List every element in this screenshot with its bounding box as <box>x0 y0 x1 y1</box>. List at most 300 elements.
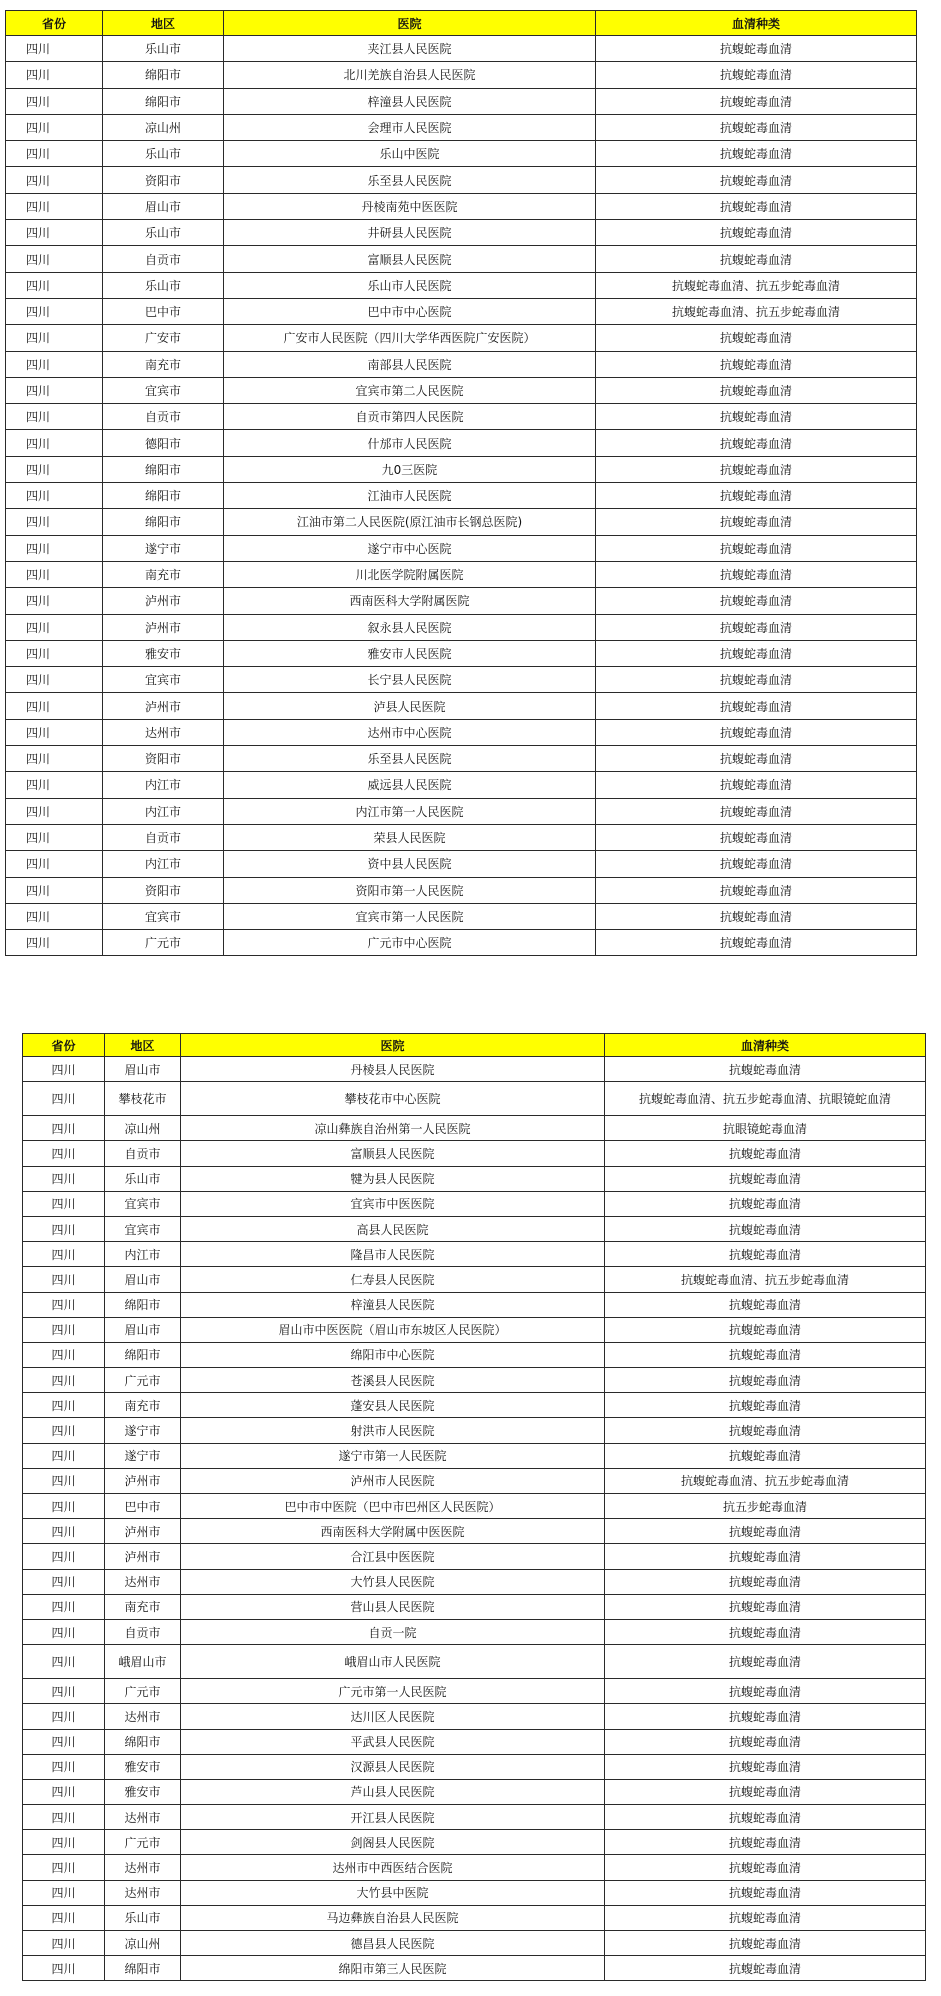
table-row <box>23 1905 926 1930</box>
region-cell: 宜宾市 <box>105 1216 181 1241</box>
hospital-cell: 大竹县人民医院 <box>181 1569 605 1594</box>
region-cell: 自贡市 <box>103 824 224 850</box>
serum-cell: 抗蝮蛇毒血清 <box>605 1317 926 1342</box>
region-cell: 攀枝花市 <box>105 1082 181 1116</box>
table-row <box>23 1544 926 1569</box>
hospital-cell: 宜宾市第一人民医院 <box>224 903 596 929</box>
serum-cell: 抗蝮蛇毒血清 <box>596 877 917 903</box>
region-cell: 雅安市 <box>105 1754 181 1779</box>
hospital-cell: 荣县人民医院 <box>224 824 596 850</box>
province-cell: 四川 <box>23 1519 105 1544</box>
province-cell: 四川 <box>23 1468 105 1493</box>
region-cell: 宜宾市 <box>103 667 224 693</box>
table-row <box>6 141 917 167</box>
serum-cell: 抗蝮蛇毒血清 <box>596 141 917 167</box>
hospital-cell: 丹棱县人民医院 <box>181 1057 605 1082</box>
province-cell: 四川 <box>6 62 103 88</box>
hospital-cell: 开江县人民医院 <box>181 1805 605 1830</box>
hospital-cell: 乐至县人民医院 <box>224 167 596 193</box>
header-row <box>6 11 917 36</box>
header-hospital: 医院 <box>224 11 596 36</box>
province-cell: 四川 <box>6 851 103 877</box>
table-row <box>6 298 917 324</box>
serum-cell: 抗蝮蛇毒血清 <box>596 772 917 798</box>
table-row <box>6 719 917 745</box>
hospital-cell: 北川羌族自治县人民医院 <box>224 62 596 88</box>
table-row <box>23 1191 926 1216</box>
region-cell: 达州市 <box>105 1805 181 1830</box>
hospital-cell: 乐至县人民医院 <box>224 746 596 772</box>
region-cell: 内江市 <box>103 798 224 824</box>
table-row <box>23 1418 926 1443</box>
province-cell: 四川 <box>6 272 103 298</box>
province-cell: 四川 <box>23 1494 105 1519</box>
table-row <box>23 1141 926 1166</box>
province-cell: 四川 <box>23 1141 105 1166</box>
table-row <box>6 667 917 693</box>
table-row <box>6 430 917 456</box>
region-cell: 绵阳市 <box>105 1956 181 1981</box>
serum-cell: 抗蝮蛇毒血清 <box>605 1519 926 1544</box>
hospital-table-2 <box>22 1033 926 1981</box>
table-row <box>23 1082 926 1116</box>
province-cell: 四川 <box>6 220 103 246</box>
table-row <box>6 588 917 614</box>
region-cell: 雅安市 <box>105 1779 181 1804</box>
region-cell: 南充市 <box>105 1594 181 1619</box>
province-cell: 四川 <box>23 1116 105 1141</box>
province-cell: 四川 <box>6 588 103 614</box>
region-cell: 内江市 <box>103 772 224 798</box>
serum-cell: 抗蝮蛇毒血清、抗五步蛇毒血清 <box>605 1267 926 1292</box>
hospital-cell: 梓潼县人民医院 <box>224 88 596 114</box>
serum-cell: 抗蝮蛇毒血清 <box>605 1443 926 1468</box>
table-row <box>23 1342 926 1367</box>
hospital-cell: 宜宾市第二人民医院 <box>224 377 596 403</box>
hospital-cell: 德昌县人民医院 <box>181 1931 605 1956</box>
region-cell: 广元市 <box>105 1830 181 1855</box>
hospital-cell: 巴中市中心医院 <box>224 298 596 324</box>
hospital-cell: 长宁县人民医院 <box>224 667 596 693</box>
table-row <box>23 1956 926 1981</box>
province-cell: 四川 <box>23 1292 105 1317</box>
hospital-cell: 达州市中心医院 <box>224 719 596 745</box>
hospital-cell: 威远县人民医院 <box>224 772 596 798</box>
hospital-cell: 射洪市人民医院 <box>181 1418 605 1443</box>
hospital-cell: 营山县人民医院 <box>181 1594 605 1619</box>
serum-cell: 抗蝮蛇毒血清 <box>596 483 917 509</box>
hospital-cell: 达州市中西医结合医院 <box>181 1855 605 1880</box>
province-cell: 四川 <box>6 325 103 351</box>
province-cell: 四川 <box>6 167 103 193</box>
hospital-cell: 绵阳市中心医院 <box>181 1342 605 1367</box>
table-row <box>23 1368 926 1393</box>
serum-cell: 抗蝮蛇毒血清 <box>605 1830 926 1855</box>
province-cell: 四川 <box>23 1805 105 1830</box>
region-cell: 广元市 <box>105 1368 181 1393</box>
table-row <box>23 1519 926 1544</box>
hospital-cell: 高县人民医院 <box>181 1216 605 1241</box>
hospital-cell: 西南医科大学附属中医医院 <box>181 1519 605 1544</box>
serum-cell: 抗眼镜蛇毒血清 <box>605 1116 926 1141</box>
serum-cell: 抗蝮蛇毒血清 <box>605 1418 926 1443</box>
region-cell: 乐山市 <box>103 141 224 167</box>
province-cell: 四川 <box>23 1242 105 1267</box>
province-cell: 四川 <box>6 377 103 403</box>
region-cell: 遂宁市 <box>105 1418 181 1443</box>
hospital-cell: 川北医学院附属医院 <box>224 561 596 587</box>
region-cell: 泸州市 <box>103 588 224 614</box>
province-cell: 四川 <box>23 1880 105 1905</box>
serum-cell: 抗蝮蛇毒血清 <box>596 456 917 482</box>
serum-cell: 抗蝮蛇毒血清 <box>605 1368 926 1393</box>
province-cell: 四川 <box>23 1216 105 1241</box>
region-cell: 绵阳市 <box>103 88 224 114</box>
region-cell: 内江市 <box>103 851 224 877</box>
province-cell: 四川 <box>23 1645 105 1679</box>
serum-cell: 抗蝮蛇毒血清 <box>596 509 917 535</box>
serum-cell: 抗蝮蛇毒血清 <box>596 824 917 850</box>
hospital-cell: 峨眉山市人民医院 <box>181 1645 605 1679</box>
region-cell: 广元市 <box>103 930 224 956</box>
region-cell: 达州市 <box>105 1569 181 1594</box>
region-cell: 凉山州 <box>105 1931 181 1956</box>
hospital-cell: 夹江县人民医院 <box>224 36 596 62</box>
table-row <box>23 1754 926 1779</box>
hospital-cell: 会理市人民医院 <box>224 114 596 140</box>
table-row <box>6 62 917 88</box>
serum-cell: 抗蝮蛇毒血清 <box>605 1679 926 1704</box>
region-cell: 绵阳市 <box>105 1292 181 1317</box>
province-cell: 四川 <box>23 1191 105 1216</box>
header-serum: 血清种类 <box>596 11 917 36</box>
serum-cell: 抗蝮蛇毒血清 <box>596 404 917 430</box>
region-cell: 自贡市 <box>105 1141 181 1166</box>
hospital-cell: 眉山市中医医院（眉山市东坡区人民医院） <box>181 1317 605 1342</box>
region-cell: 资阳市 <box>103 167 224 193</box>
table-row <box>23 1569 926 1594</box>
table-row <box>23 1880 926 1905</box>
region-cell: 资阳市 <box>103 877 224 903</box>
table-row <box>23 1830 926 1855</box>
region-cell: 达州市 <box>105 1855 181 1880</box>
serum-cell: 抗蝮蛇毒血清、抗五步蛇毒血清 <box>596 298 917 324</box>
serum-cell: 抗蝮蛇毒血清 <box>605 1544 926 1569</box>
region-cell: 自贡市 <box>103 404 224 430</box>
hospital-cell: 丹棱南苑中医医院 <box>224 193 596 219</box>
table-row <box>6 167 917 193</box>
table-row <box>6 88 917 114</box>
province-cell: 四川 <box>6 246 103 272</box>
province-cell: 四川 <box>23 1956 105 1981</box>
table-row <box>6 325 917 351</box>
serum-cell: 抗蝮蛇毒血清 <box>605 1956 926 1981</box>
table-row <box>6 351 917 377</box>
hospital-cell: 隆昌市人民医院 <box>181 1242 605 1267</box>
table-row <box>6 483 917 509</box>
region-cell: 眉山市 <box>103 193 224 219</box>
serum-cell: 抗蝮蛇毒血清 <box>605 1729 926 1754</box>
hospital-cell: 九0三医院 <box>224 456 596 482</box>
hospital-cell: 雅安市人民医院 <box>224 640 596 666</box>
table-row <box>6 377 917 403</box>
serum-cell: 抗蝮蛇毒血清 <box>605 1880 926 1905</box>
hospital-cell: 西南医科大学附属医院 <box>224 588 596 614</box>
region-cell: 达州市 <box>103 719 224 745</box>
province-cell: 四川 <box>6 483 103 509</box>
serum-cell: 抗蝮蛇毒血清 <box>605 1057 926 1082</box>
table-row <box>23 1468 926 1493</box>
hospital-cell: 遂宁市第一人民医院 <box>181 1443 605 1468</box>
region-cell: 乐山市 <box>103 220 224 246</box>
region-cell: 凉山州 <box>105 1116 181 1141</box>
region-cell: 广元市 <box>105 1679 181 1704</box>
serum-cell: 抗蝮蛇毒血清 <box>605 1292 926 1317</box>
province-cell: 四川 <box>6 877 103 903</box>
hospital-cell: 乐山中医院 <box>224 141 596 167</box>
serum-cell: 抗蝮蛇毒血清 <box>605 1855 926 1880</box>
region-cell: 遂宁市 <box>105 1443 181 1468</box>
serum-cell: 抗蝮蛇毒血清 <box>596 430 917 456</box>
table-row <box>6 640 917 666</box>
region-cell: 达州市 <box>105 1880 181 1905</box>
header-serum: 血清种类 <box>605 1034 926 1057</box>
serum-cell: 抗蝮蛇毒血清 <box>605 1393 926 1418</box>
province-cell: 四川 <box>6 824 103 850</box>
province-cell: 四川 <box>6 772 103 798</box>
province-cell: 四川 <box>6 456 103 482</box>
hospital-cell: 叙永县人民医院 <box>224 614 596 640</box>
hospital-cell: 南部县人民医院 <box>224 351 596 377</box>
region-cell: 自贡市 <box>103 246 224 272</box>
table-row <box>6 456 917 482</box>
region-cell: 内江市 <box>105 1242 181 1267</box>
region-cell: 乐山市 <box>103 36 224 62</box>
table-row <box>6 903 917 929</box>
hospital-cell: 江油市第二人民医院(原江油市长钢总医院) <box>224 509 596 535</box>
region-cell: 自贡市 <box>105 1619 181 1644</box>
table-row <box>6 246 917 272</box>
province-cell: 四川 <box>6 509 103 535</box>
region-cell: 广安市 <box>103 325 224 351</box>
hospital-cell: 蓬安县人民医院 <box>181 1393 605 1418</box>
region-cell: 南充市 <box>105 1393 181 1418</box>
hospital-cell: 乐山市人民医院 <box>224 272 596 298</box>
region-cell: 眉山市 <box>105 1317 181 1342</box>
serum-cell: 抗蝮蛇毒血清 <box>605 1704 926 1729</box>
hospital-cell: 苍溪县人民医院 <box>181 1368 605 1393</box>
region-cell: 绵阳市 <box>103 483 224 509</box>
table-row <box>23 1393 926 1418</box>
table-row <box>6 220 917 246</box>
province-cell: 四川 <box>23 1166 105 1191</box>
region-cell: 乐山市 <box>103 272 224 298</box>
province-cell: 四川 <box>6 535 103 561</box>
hospital-cell: 内江市第一人民医院 <box>224 798 596 824</box>
serum-cell: 抗蝮蛇毒血清、抗五步蛇毒血清、抗眼镜蛇血清 <box>605 1082 926 1116</box>
serum-cell: 抗蝮蛇毒血清 <box>596 246 917 272</box>
serum-cell: 抗蝮蛇毒血清 <box>605 1191 926 1216</box>
region-cell: 巴中市 <box>105 1494 181 1519</box>
table-row <box>6 930 917 956</box>
province-cell: 四川 <box>6 430 103 456</box>
hospital-cell: 绵阳市第三人民医院 <box>181 1956 605 1981</box>
hospital-cell: 仁寿县人民医院 <box>181 1267 605 1292</box>
serum-cell: 抗蝮蛇毒血清 <box>605 1805 926 1830</box>
province-cell: 四川 <box>23 1342 105 1367</box>
region-cell: 眉山市 <box>105 1057 181 1082</box>
province-cell: 四川 <box>6 640 103 666</box>
table-row <box>23 1443 926 1468</box>
province-cell: 四川 <box>23 1931 105 1956</box>
province-cell: 四川 <box>6 746 103 772</box>
province-cell: 四川 <box>23 1544 105 1569</box>
hospital-cell: 富顺县人民医院 <box>181 1141 605 1166</box>
hospital-cell: 江油市人民医院 <box>224 483 596 509</box>
region-cell: 巴中市 <box>103 298 224 324</box>
hospital-cell: 富顺县人民医院 <box>224 246 596 272</box>
serum-cell: 抗蝮蛇毒血清 <box>605 1242 926 1267</box>
serum-cell: 抗蝮蛇毒血清 <box>596 193 917 219</box>
province-cell: 四川 <box>23 1267 105 1292</box>
province-cell: 四川 <box>6 667 103 693</box>
province-cell: 四川 <box>6 798 103 824</box>
table-row <box>23 1855 926 1880</box>
hospital-cell: 广元市中心医院 <box>224 930 596 956</box>
province-cell: 四川 <box>6 561 103 587</box>
table-row <box>23 1645 926 1679</box>
hospital-cell: 芦山县人民医院 <box>181 1779 605 1804</box>
province-cell: 四川 <box>6 141 103 167</box>
province-cell: 四川 <box>23 1443 105 1468</box>
region-cell: 眉山市 <box>105 1267 181 1292</box>
region-cell: 宜宾市 <box>105 1191 181 1216</box>
header-region: 地区 <box>105 1034 181 1057</box>
table-row <box>23 1931 926 1956</box>
province-cell: 四川 <box>6 36 103 62</box>
serum-cell: 抗蝮蛇毒血清 <box>596 220 917 246</box>
serum-cell: 抗蝮蛇毒血清 <box>596 561 917 587</box>
hospital-cell: 遂宁市中心医院 <box>224 535 596 561</box>
table-row <box>6 798 917 824</box>
table-row <box>23 1292 926 1317</box>
region-cell: 宜宾市 <box>103 377 224 403</box>
table-row <box>23 1267 926 1292</box>
hospital-cell: 剑阁县人民医院 <box>181 1830 605 1855</box>
table-row <box>23 1779 926 1804</box>
table-row <box>23 1057 926 1082</box>
region-cell: 达州市 <box>105 1704 181 1729</box>
region-cell: 绵阳市 <box>103 509 224 535</box>
table-row <box>6 272 917 298</box>
table-row <box>6 693 917 719</box>
province-cell: 四川 <box>23 1779 105 1804</box>
serum-cell: 抗蝮蛇毒血清 <box>596 114 917 140</box>
region-cell: 泸州市 <box>103 614 224 640</box>
table-row <box>23 1317 926 1342</box>
region-cell: 泸州市 <box>105 1468 181 1493</box>
table-row <box>23 1116 926 1141</box>
table-row <box>6 509 917 535</box>
hospital-cell: 汉源县人民医院 <box>181 1754 605 1779</box>
header-hospital: 医院 <box>181 1034 605 1057</box>
region-cell: 绵阳市 <box>103 456 224 482</box>
hospital-cell: 达川区人民医院 <box>181 1704 605 1729</box>
table-row <box>23 1166 926 1191</box>
table-row <box>6 772 917 798</box>
province-cell: 四川 <box>23 1082 105 1116</box>
region-cell: 南充市 <box>103 351 224 377</box>
region-cell: 绵阳市 <box>105 1342 181 1367</box>
province-cell: 四川 <box>23 1594 105 1619</box>
table-row <box>6 36 917 62</box>
header-province: 省份 <box>6 11 103 36</box>
region-cell: 乐山市 <box>105 1905 181 1930</box>
serum-cell: 抗蝮蛇毒血清 <box>596 377 917 403</box>
table-row <box>6 193 917 219</box>
serum-cell: 抗蝮蛇毒血清 <box>596 62 917 88</box>
table-row <box>6 404 917 430</box>
table-row <box>6 824 917 850</box>
hospital-cell: 巴中市中医院（巴中市巴州区人民医院） <box>181 1494 605 1519</box>
serum-cell: 抗蝮蛇毒血清 <box>596 588 917 614</box>
serum-cell: 抗蝮蛇毒血清 <box>596 88 917 114</box>
serum-cell: 抗蝮蛇毒血清 <box>596 903 917 929</box>
table-row <box>6 746 917 772</box>
province-cell: 四川 <box>6 930 103 956</box>
hospital-table-1 <box>5 10 917 956</box>
serum-cell: 抗蝮蛇毒血清、抗五步蛇毒血清 <box>596 272 917 298</box>
region-cell: 雅安市 <box>103 640 224 666</box>
serum-cell: 抗蝮蛇毒血清 <box>596 325 917 351</box>
province-cell: 四川 <box>23 1569 105 1594</box>
province-cell: 四川 <box>6 298 103 324</box>
hospital-cell: 平武县人民医院 <box>181 1729 605 1754</box>
hospital-cell: 资阳市第一人民医院 <box>224 877 596 903</box>
serum-cell: 抗蝮蛇毒血清 <box>605 1594 926 1619</box>
region-cell: 绵阳市 <box>105 1729 181 1754</box>
serum-cell: 抗蝮蛇毒血清 <box>596 614 917 640</box>
region-cell: 绵阳市 <box>103 62 224 88</box>
serum-cell: 抗蝮蛇毒血清 <box>605 1342 926 1367</box>
hospital-cell: 马边彝族自治县人民医院 <box>181 1905 605 1930</box>
serum-cell: 抗蝮蛇毒血清 <box>605 1931 926 1956</box>
hospital-cell: 凉山彝族自治州第一人民医院 <box>181 1116 605 1141</box>
province-cell: 四川 <box>6 903 103 929</box>
province-cell: 四川 <box>6 404 103 430</box>
serum-cell: 抗蝮蛇毒血清 <box>596 798 917 824</box>
province-cell: 四川 <box>23 1368 105 1393</box>
hospital-cell: 资中县人民医院 <box>224 851 596 877</box>
table-row <box>6 877 917 903</box>
hospital-cell: 大竹县中医院 <box>181 1880 605 1905</box>
hospital-cell: 井研县人民医院 <box>224 220 596 246</box>
table-row <box>6 614 917 640</box>
province-cell: 四川 <box>23 1057 105 1082</box>
province-cell: 四川 <box>23 1393 105 1418</box>
header-region: 地区 <box>103 11 224 36</box>
header-row <box>23 1034 926 1057</box>
table-row <box>23 1729 926 1754</box>
header-province: 省份 <box>23 1034 105 1057</box>
province-cell: 四川 <box>23 1619 105 1644</box>
serum-cell: 抗蝮蛇毒血清 <box>605 1569 926 1594</box>
serum-cell: 抗蝮蛇毒血清 <box>605 1619 926 1644</box>
serum-cell: 抗蝮蛇毒血清、抗五步蛇毒血清 <box>605 1468 926 1493</box>
hospital-cell: 广元市第一人民医院 <box>181 1679 605 1704</box>
province-cell: 四川 <box>6 114 103 140</box>
province-cell: 四川 <box>6 193 103 219</box>
